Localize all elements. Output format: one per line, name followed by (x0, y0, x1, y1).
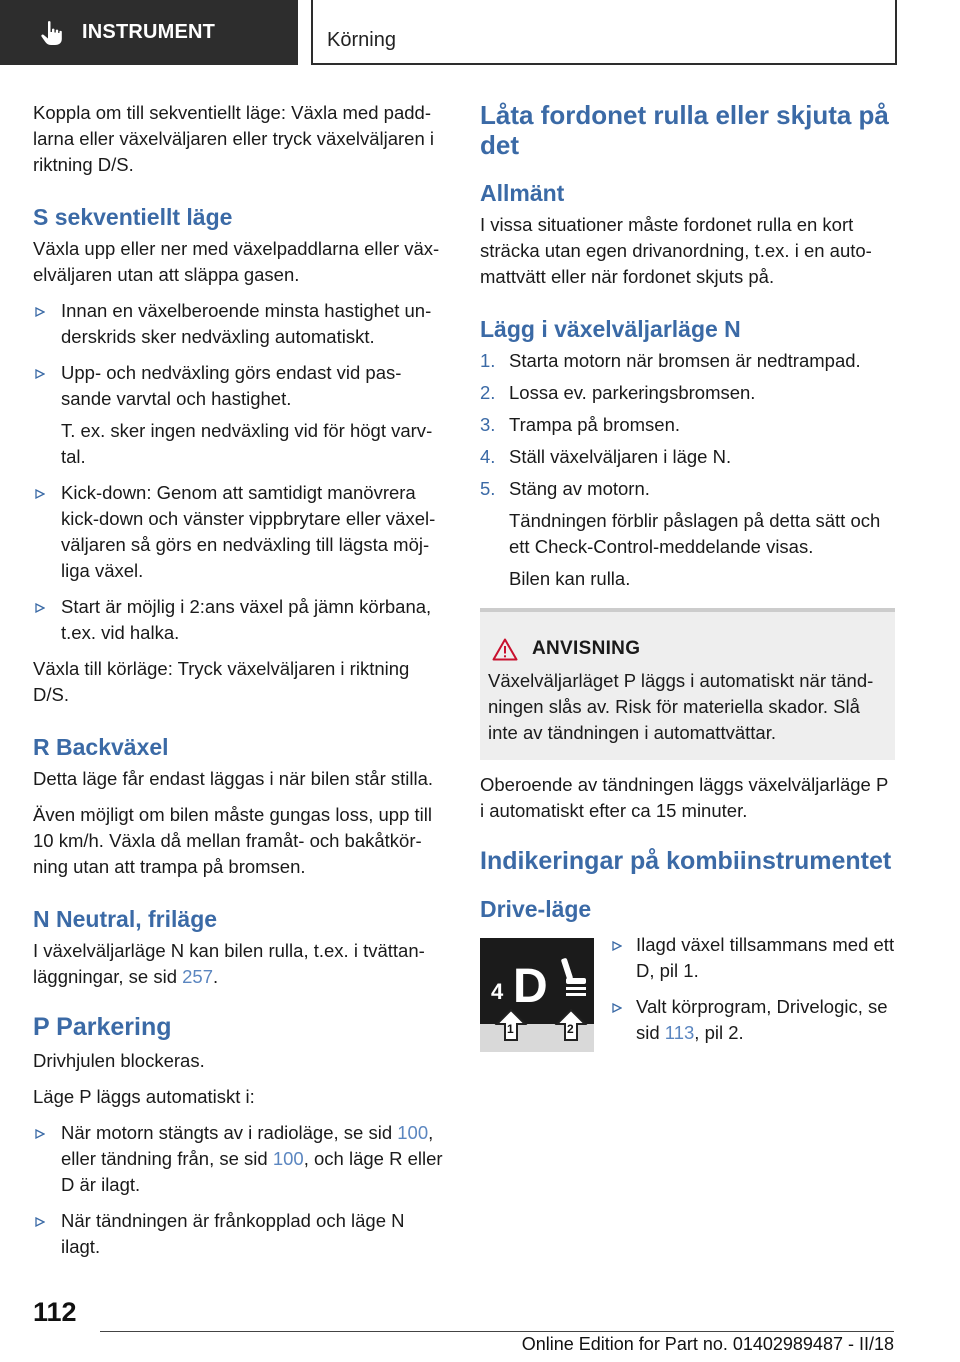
n-text: I växelväljarläge N kan bilen rulla, t.ex. i tvättanläggningar, se sid 257. (33, 940, 425, 987)
svg-text:D: D (513, 960, 548, 1013)
p-text-2: Läge P läggs automatiskt i: (33, 1086, 255, 1107)
triangle-bullet-icon (612, 1003, 622, 1013)
hand-pointer-icon (40, 20, 64, 46)
page-link[interactable]: 257 (182, 966, 214, 987)
intro-text: Koppla om till sekventiellt läge: Växla med paddlarna eller växelväljaren eller tryck växelväljaren i riktning D/S. (33, 102, 435, 175)
chapter-tab (311, 0, 897, 65)
triangle-bullet-icon (35, 307, 45, 317)
notice-text: Växelväljarläget P läggs i automatiskt när tändningen slås av. Risk för materiella skador. Slå inte av tändningen i automattvättar. (488, 670, 874, 743)
step-item: 2. Lossa ev. parkeringsbromsen. (480, 382, 756, 403)
r-text-1: Detta läge får endast läggas i när bilen står stilla. (33, 768, 434, 789)
svg-text:4: 4 (491, 979, 504, 1004)
r-heading: R Backväxel (33, 734, 169, 760)
main-heading: Låta fordonet rulla eller skjuta på det (480, 100, 889, 160)
section-title: INSTRUMENT (82, 21, 216, 43)
p-heading: P Parkering (33, 1013, 172, 1041)
right-column (480, 100, 895, 1056)
drive-heading: Drive-läge (480, 896, 592, 922)
allmant-text: I vissa situationer måste fordonet rulla en kort sträcka utan egen drivanordning, t.ex. i en automattvätt eller när fordonet skjuts på. (480, 214, 872, 287)
list-item: Upp- och nedväxling görs endast vid passande varvtal och hastighet. (33, 360, 445, 412)
triangle-bullet-icon (35, 1129, 45, 1139)
step-item: 3. Trampa på bromsen. (480, 414, 681, 435)
step-continuation: Tändningen förblir påslagen på detta sätt och ett Check-Control-meddelande visas. (509, 510, 881, 557)
step-continuation: Bilen kan rulla. (509, 568, 631, 589)
section-tab (0, 0, 298, 65)
page-link[interactable]: 100 (397, 1122, 429, 1143)
gear-n-heading: Lägg i växelväljarläge N (480, 316, 741, 342)
list-item: Kick-down: Genom att samtidigt manövrera kick-down och vänster vippbrytare eller växelväljaren så görs en nedväxling till lägsta möjliga växel. (33, 480, 445, 584)
triangle-bullet-icon (612, 941, 622, 951)
s-outro: Växla till körläge: Tryck växelväljaren i riktning D/S. (33, 658, 410, 705)
list-item: Innan en växelberoende minsta hastighet underskrids sker nedväxling automatiskt. (33, 298, 445, 350)
step-item: 4. Ställ växelväljaren i läge N. (480, 446, 732, 467)
indicator-heading: Indikeringar på kombiinstrumentet (480, 847, 892, 875)
step-item: 5. Stäng av motorn. (480, 478, 650, 499)
n-heading: N Neutral, friläge (33, 906, 218, 932)
svg-text:1: 1 (507, 1022, 514, 1036)
notice-title: ANVISNING (532, 638, 641, 659)
list-item: Ilagd växel tillsammans med ett D, pil 1. (610, 932, 895, 984)
notice-box (480, 608, 895, 760)
list-item-continuation: T. ex. sker ingen nedväxling vid för högt varvtal. (61, 420, 433, 467)
instrument-cluster-image (480, 938, 594, 1052)
footer-edition: Online Edition for Part no. 01402989487 - II/18 (521, 1334, 894, 1354)
triangle-bullet-icon (35, 369, 45, 379)
triangle-bullet-icon (35, 1217, 45, 1227)
list-item: När motorn stängts av i radioläge, se sid 100, eller tändning från, se sid 100, och läge R eller D är ilagt. (33, 1120, 445, 1198)
list-item: Valt körprogram, Drivelogic, se sid 113, pil 2. (610, 994, 895, 1046)
page-number: 112 (33, 1297, 77, 1327)
chapter-title: Körning (327, 29, 396, 51)
page-link[interactable]: 100 (272, 1148, 304, 1169)
allmant-heading: Allmänt (480, 180, 565, 206)
p-text-1: Drivhjulen blockeras. (33, 1050, 205, 1071)
page-link[interactable]: 113 (664, 1022, 695, 1043)
footer-divider (100, 1331, 894, 1332)
r-text-2: Även möjligt om bilen måste gungas loss, upp till 10 km/h. Växla då mellan framåt- och bakåtkörning utan att trampa på bromsen. (33, 804, 432, 877)
s-text: Växla upp eller ner med växelpaddlarna eller växelväljaren utan att släppa gasen. (33, 238, 440, 285)
after-notice-text: Oberoende av tändningen läggs växelväljarläge P i automatiskt efter ca 15 minuter. (480, 774, 888, 821)
left-column (33, 100, 445, 1270)
warning-triangle-icon (492, 638, 518, 661)
s-heading: S sekventiellt läge (33, 204, 233, 230)
list-item: Start är möjlig i 2:ans växel på jämn körbana, t.ex. vid halka. (33, 594, 445, 646)
step-item: 1. Starta motorn när bromsen är nedtrampad. (480, 350, 861, 371)
list-item: När tändningen är frånkopplad och läge N ilagt. (33, 1208, 445, 1260)
svg-text:2: 2 (567, 1022, 574, 1036)
triangle-bullet-icon (35, 603, 45, 613)
triangle-bullet-icon (35, 489, 45, 499)
